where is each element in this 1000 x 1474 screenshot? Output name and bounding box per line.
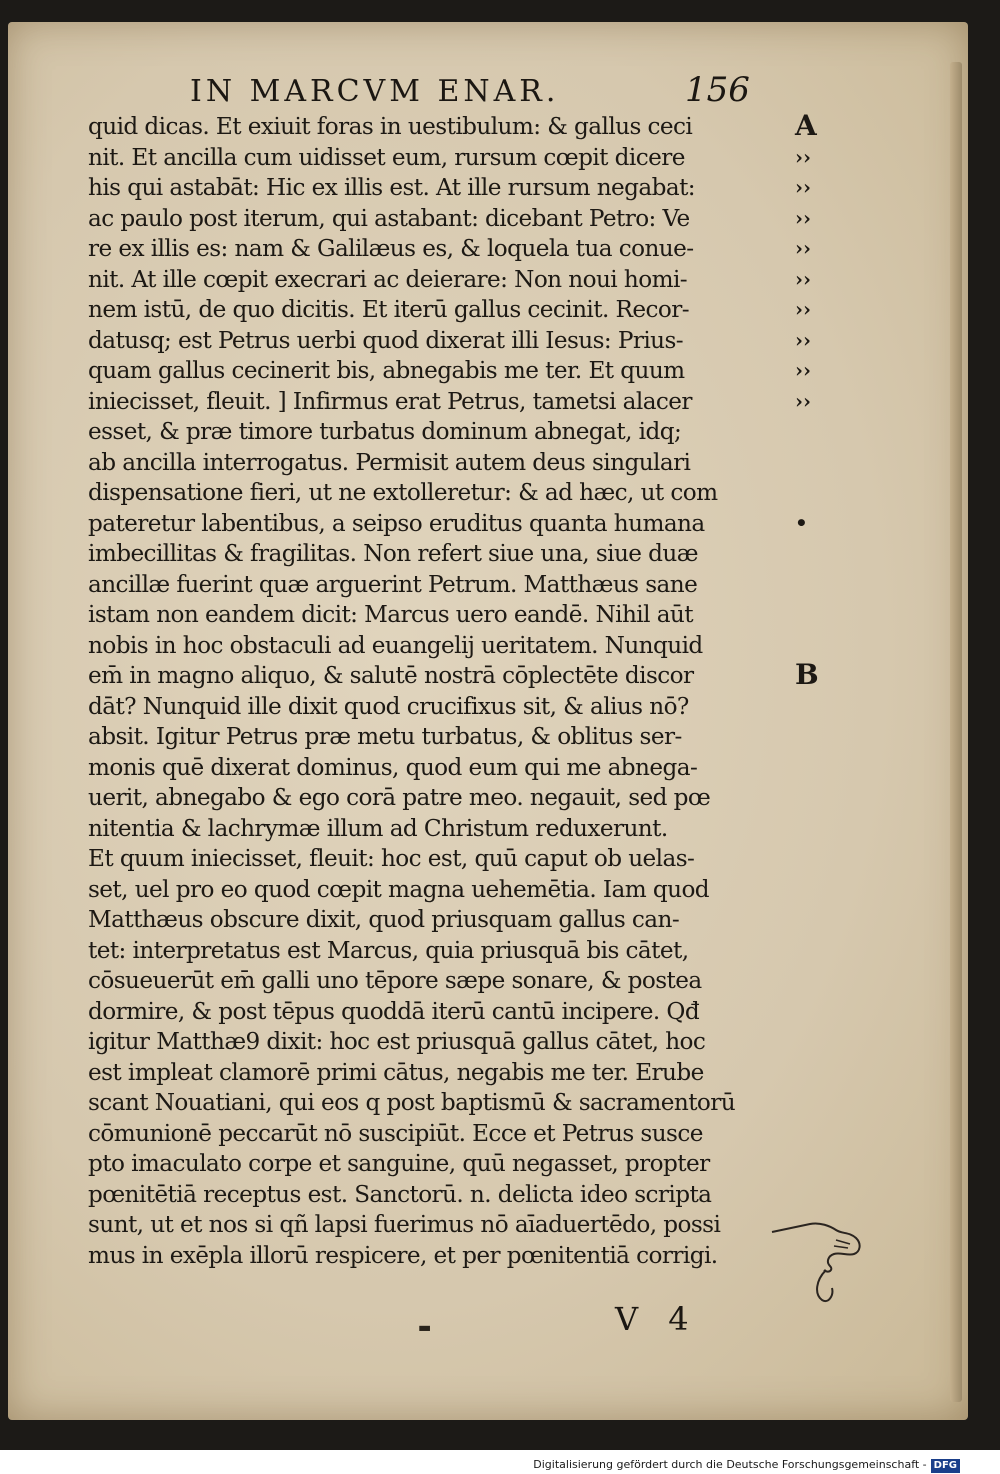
text-line: dormire, & post tēpus quoddā iterū cantū incipere. Qđ bbox=[88, 996, 700, 1025]
margin-quote-mark bbox=[795, 599, 855, 630]
text-line: pateretur labentibus, a seipso eruditus quanta humana bbox=[88, 508, 705, 537]
margin-quote-mark bbox=[795, 477, 855, 508]
text-line: re ex illis es: nam & Galilæus es, & loquela tua conue- bbox=[88, 234, 694, 262]
text-line: nit. Et ancilla cum uidisset eum, rursum cœpit dicere bbox=[88, 142, 685, 171]
dfg-logo: DFG bbox=[931, 1459, 960, 1473]
text-line: scant Nouatiani, qui eos q post baptismū & sacramentorū bbox=[88, 1088, 736, 1116]
signature-mark: V 4 bbox=[615, 1300, 699, 1338]
folio-number: 156 bbox=[685, 70, 750, 110]
margin-quote-mark: ›› bbox=[795, 175, 811, 199]
text-line: cōsueuerūt em̄ galli uno tēpore sæpe sonare, & postea bbox=[88, 966, 702, 994]
footer-text: Digitalisierung gefördert durch die Deutsche Forschungsgemeinschaft - bbox=[533, 1458, 927, 1471]
margin-quote-mark bbox=[795, 538, 855, 569]
text-line: ac paulo post iterum, qui astabant: dicebant Petro: Ve bbox=[88, 203, 690, 232]
margin-quote-mark: ›› bbox=[795, 327, 811, 352]
margin-quote-mark bbox=[795, 447, 855, 478]
text-line: tet: interpretatus est Marcus, quia priusquā bis cātet, bbox=[88, 935, 689, 964]
text-line: igitur Matthæ9 dixit: hoc est priusquā gallus cātet, hoc bbox=[88, 1027, 706, 1055]
text-line: set, uel pro eo quod cœpit magna uehemētia. Iam quod bbox=[88, 874, 710, 903]
text-line: cōmunionē peccarūt nō suscipiūt. Ecce et Petrus susce bbox=[88, 1118, 703, 1147]
margin-quote-mark bbox=[795, 569, 855, 600]
text-line: his qui astabāt: Hic ex illis est. At ille rursum negabat: bbox=[88, 173, 696, 201]
margin-quote-mark: ›› bbox=[795, 358, 811, 382]
text-line: uerit, abnegabo & ego corā patre meo. negauit, sed pœ bbox=[88, 783, 711, 811]
margin-quote-mark bbox=[795, 630, 855, 661]
text-line: quam gallus cecinerit bis, abnegabis me ter. Et quum bbox=[88, 356, 685, 384]
margin-quote-mark: ›› bbox=[795, 388, 811, 413]
text-line: datusq; est Petrus uerbi quod dixerat illi Iesus: Prius- bbox=[88, 325, 684, 354]
text-line: esset, & præ timore turbatus dominum abnegat, idq; bbox=[88, 417, 682, 445]
text-line: nobis in hoc obstaculi ad euangelij ueritatem. Nunquid bbox=[88, 630, 703, 659]
margin-quote-mark bbox=[795, 416, 855, 447]
text-line: nitentia & lachrymæ illum ad Christum reduxerunt. bbox=[88, 813, 668, 842]
margin-quote-mark: ›› bbox=[795, 266, 811, 291]
text-line: ancillæ fuerint quæ arguerint Petrum. Matthæus sane bbox=[88, 569, 698, 598]
text-line: em̄ in magno aliquo, & salutē nostrā cōplectēte discor bbox=[88, 661, 694, 689]
text-line: dispensatione fieri, ut ne extolleretur: & ad hæc, ut com bbox=[88, 478, 718, 506]
text-line: ab ancilla interrogatus. Permisit autem deus singulari bbox=[88, 447, 691, 476]
text-line: nem istū, de quo dicitis. Et iterū gallus cecinit. Recor- bbox=[88, 295, 689, 323]
text-line: iniecisset, fleuit. ] Infirmus erat Petrus, tametsi alacer bbox=[88, 386, 692, 415]
text-line: mus in exēpla illorū respicere, et per pœnitentiā corrigi. bbox=[88, 1240, 718, 1269]
margin-quote-mark: • bbox=[795, 510, 808, 535]
text-line: Et quum iniecisset, fleuit: hoc est, quū caput ob uelas- bbox=[88, 844, 695, 872]
margin-quote-mark: ›› bbox=[795, 144, 811, 169]
text-line: nit. At ille cœpit execrari ac deierare: Non noui homi- bbox=[88, 264, 688, 293]
text-line: pœnitētiā receptus est. Sanctorū. n. delicta ideo scripta bbox=[88, 1179, 712, 1208]
text-line: dāt? Nunquid ille dixit quod crucifixus sit, & alius nō? bbox=[88, 691, 689, 720]
text-line: sunt, ut et nos si qñ lapsi fuerimus nō aīaduertēdo, possi bbox=[88, 1210, 721, 1238]
printer-mark: ▬ bbox=[418, 1320, 432, 1336]
text-line: quid dicas. Et exiuit foras in uestibulum: & gallus ceci bbox=[88, 112, 693, 140]
running-head: IN MARCVM ENAR. bbox=[190, 74, 560, 109]
section-letter: A bbox=[795, 109, 817, 142]
text-line: est impleat clamorē primi cātus, negabis me ter. Erube bbox=[88, 1057, 704, 1086]
margin-marks bbox=[795, 111, 855, 691]
main-text-block bbox=[88, 111, 788, 1270]
margin-quote-mark: ›› bbox=[795, 236, 811, 260]
manicule-annotation-icon bbox=[770, 1210, 880, 1310]
text-line: absit. Igitur Petrus præ metu turbatus, & oblitus ser- bbox=[88, 722, 682, 750]
text-line: pto imaculato corpe et sanguine, quū negasset, propter bbox=[88, 1149, 710, 1177]
digitization-footer bbox=[529, 1456, 964, 1474]
text-line: Matthæus obscure dixit, quod priusquam gallus can- bbox=[88, 905, 680, 933]
text-line: monis quē dixerat dominus, quod eum qui me abnega- bbox=[88, 752, 698, 781]
margin-quote-mark: ›› bbox=[795, 205, 811, 230]
page-edge bbox=[950, 62, 962, 1402]
text-line: istam non eandem dicit: Marcus uero eandē. Nihil aūt bbox=[88, 600, 693, 628]
section-letter: B bbox=[795, 658, 819, 691]
text-line: imbecillitas & fragilitas. Non refert siue una, siue duæ bbox=[88, 539, 698, 567]
margin-quote-mark: ›› bbox=[795, 297, 811, 321]
